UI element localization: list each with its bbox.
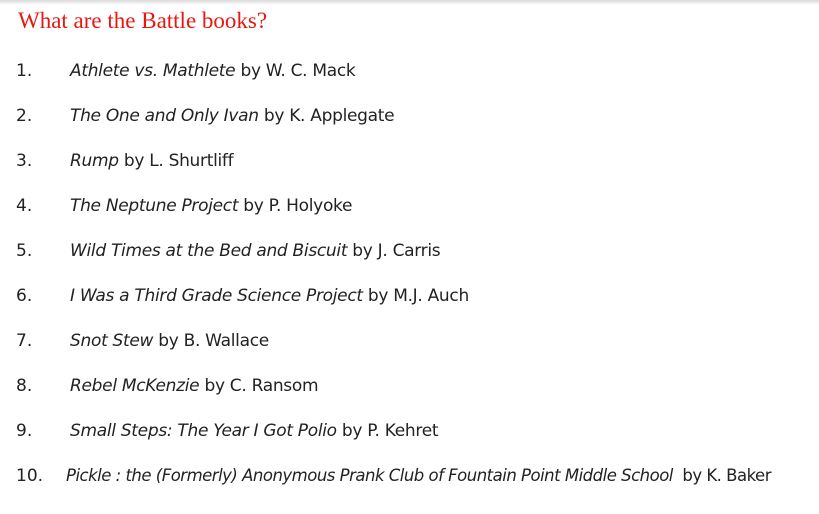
top-shadow	[0, 0, 819, 5]
book-entry	[70, 151, 233, 171]
book-item	[0, 139, 819, 184]
book-entry	[70, 421, 438, 441]
book-author: by M.J. Auch	[362, 286, 469, 306]
book-title: Wild Times at the Bed and Biscuit	[70, 241, 348, 261]
book-number: 2.	[16, 106, 33, 126]
book-number: 10.	[16, 466, 44, 486]
book-entry	[70, 286, 469, 306]
book-number: 9.	[16, 421, 33, 441]
book-item	[0, 364, 819, 409]
book-item	[0, 49, 819, 94]
book-number: 1.	[16, 61, 33, 81]
book-item	[0, 229, 819, 274]
book-title: Rebel McKenzie	[70, 376, 200, 396]
book-number: 7.	[16, 331, 33, 351]
book-author: by C. Ransom	[199, 376, 319, 396]
book-item	[0, 274, 819, 319]
book-entry	[70, 331, 269, 351]
book-title: Rump	[70, 151, 119, 171]
book-title: Athlete vs. Mathlete	[70, 61, 236, 81]
book-author: by P. Kehret	[336, 421, 439, 441]
book-item	[0, 454, 819, 499]
book-number: 8.	[16, 376, 33, 396]
book-item	[0, 409, 819, 454]
book-number: 3.	[16, 151, 33, 171]
book-entry	[70, 376, 318, 396]
book-author: by W. C. Mack	[235, 61, 356, 81]
book-author: by K. Applegate	[258, 106, 395, 126]
book-author: by B. Wallace	[153, 331, 269, 351]
book-title: Pickle : the (Formerly) Anonymous Prank Club of Fountain Point Middle School	[66, 466, 673, 485]
book-author: by K. Baker	[672, 466, 771, 485]
book-title: Small Steps: The Year I Got Polio	[70, 421, 337, 441]
book-title: The Neptune Project	[70, 196, 239, 216]
book-entry	[70, 61, 355, 81]
battle-book-list	[0, 49, 819, 499]
book-title: The One and Only Ivan	[70, 106, 259, 126]
book-number: 6.	[16, 286, 33, 306]
book-entry	[70, 241, 440, 261]
book-entry	[70, 196, 352, 216]
book-item	[0, 184, 819, 229]
book-entry	[66, 466, 771, 485]
book-number: 4.	[16, 196, 33, 216]
book-number: 5.	[16, 241, 33, 261]
book-entry	[70, 106, 394, 126]
book-title: I Was a Third Grade Science Project	[70, 286, 363, 306]
book-title: Snot Stew	[70, 331, 154, 351]
book-author: by P. Holyoke	[238, 196, 353, 216]
page-title: What are the Battle books?	[18, 8, 268, 33]
book-item	[0, 94, 819, 139]
book-author: by J. Carris	[347, 241, 441, 261]
book-author: by L. Shurtliff	[118, 151, 234, 171]
book-item	[0, 319, 819, 364]
